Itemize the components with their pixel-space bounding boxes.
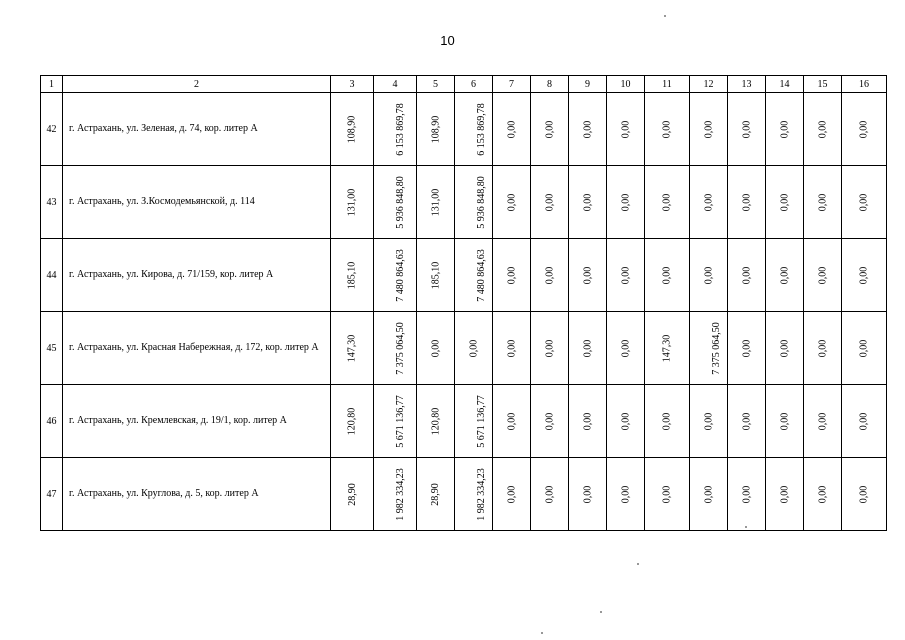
value-cell-col-5 xyxy=(417,458,455,531)
value-cell-col-11 xyxy=(645,385,690,458)
value-text: 0,00 xyxy=(703,120,714,138)
value-cell-col-8 xyxy=(531,385,569,458)
value-text: 0,00 xyxy=(741,485,752,503)
value-cell-col-16 xyxy=(842,312,887,385)
value-text: 0,00 xyxy=(620,485,631,503)
value-text: 0,00 xyxy=(779,266,790,284)
value-cell-col-9 xyxy=(569,93,607,166)
value-cell-col-3 xyxy=(331,239,374,312)
table-row xyxy=(41,93,887,166)
value-cell-col-13 xyxy=(728,166,766,239)
column-header-16: 16 xyxy=(842,76,887,93)
value-cell-col-4 xyxy=(374,312,417,385)
value-text: 0,00 xyxy=(779,339,790,357)
value-text: 5 671 136,77 xyxy=(394,394,406,448)
value-cell-col-4 xyxy=(374,385,417,458)
value-cell-col-6 xyxy=(455,166,493,239)
column-header-5: 5 xyxy=(417,76,455,93)
value-cell-col-11 xyxy=(645,312,690,385)
value-text: 0,00 xyxy=(858,120,870,138)
value-text: 0,00 xyxy=(817,193,828,211)
value-text: 0,00 xyxy=(506,485,517,503)
value-cell-col-8 xyxy=(531,166,569,239)
value-text: 0,00 xyxy=(661,120,673,138)
value-cell-col-4 xyxy=(374,458,417,531)
value-text: 0,00 xyxy=(544,120,555,138)
value-cell-col-11 xyxy=(645,239,690,312)
table-row xyxy=(41,458,887,531)
scan-speck xyxy=(664,15,666,17)
value-cell-col-10 xyxy=(607,312,645,385)
value-cell-col-15 xyxy=(804,239,842,312)
value-text: 0,00 xyxy=(506,412,517,430)
value-text: 0,00 xyxy=(620,412,631,430)
row-number: 45 xyxy=(41,312,63,385)
value-text: 7 375 064,50 xyxy=(710,321,722,375)
value-cell-col-6 xyxy=(455,239,493,312)
value-text: 0,00 xyxy=(703,485,714,503)
address-cell: г. Астрахань, ул. Кирова, д. 71/159, кор. литер А xyxy=(63,239,331,312)
table-row xyxy=(41,166,887,239)
address-cell: г. Астрахань, ул. З.Космодемьянской, д. 114 xyxy=(63,166,331,239)
value-cell-col-7 xyxy=(493,458,531,531)
row-number: 43 xyxy=(41,166,63,239)
value-text: 120,80 xyxy=(430,407,441,435)
value-cell-col-9 xyxy=(569,385,607,458)
value-cell-col-15 xyxy=(804,385,842,458)
value-cell-col-5 xyxy=(417,312,455,385)
value-text: 147,30 xyxy=(661,334,673,362)
scan-speck xyxy=(541,632,543,634)
value-text: 6 153 869,78 xyxy=(394,102,406,156)
table-row xyxy=(41,385,887,458)
value-cell-col-11 xyxy=(645,458,690,531)
value-cell-col-16 xyxy=(842,93,887,166)
value-text: 0,00 xyxy=(582,485,593,503)
value-text: 7 375 064,50 xyxy=(394,321,406,375)
value-text: 28,90 xyxy=(430,482,441,506)
value-text: 0,00 xyxy=(430,339,441,357)
value-cell-col-9 xyxy=(569,312,607,385)
value-text: 0,00 xyxy=(661,266,673,284)
value-text: 0,00 xyxy=(858,193,870,211)
value-cell-col-15 xyxy=(804,458,842,531)
value-text: 1 982 334,23 xyxy=(475,467,487,521)
value-text: 0,00 xyxy=(506,193,517,211)
value-cell-col-8 xyxy=(531,458,569,531)
column-header-14: 14 xyxy=(766,76,804,93)
column-header-1: 1 xyxy=(41,76,63,93)
row-number: 42 xyxy=(41,93,63,166)
value-text: 7 480 864,63 xyxy=(394,248,406,302)
value-text: 1 982 334,23 xyxy=(394,467,406,521)
value-text: 0,00 xyxy=(703,266,714,284)
row-number: 47 xyxy=(41,458,63,531)
value-text: 0,00 xyxy=(817,266,828,284)
value-cell-col-15 xyxy=(804,312,842,385)
value-cell-col-6 xyxy=(455,93,493,166)
value-cell-col-14 xyxy=(766,385,804,458)
column-header-9: 9 xyxy=(569,76,607,93)
value-cell-col-8 xyxy=(531,312,569,385)
value-text: 28,90 xyxy=(346,482,358,506)
value-cell-col-7 xyxy=(493,93,531,166)
value-text: 108,90 xyxy=(346,115,358,143)
value-cell-col-6 xyxy=(455,312,493,385)
address-cell: г. Астрахань, ул. Красная Набережная, д. 172, кор. литер А xyxy=(63,312,331,385)
row-number: 46 xyxy=(41,385,63,458)
value-cell-col-14 xyxy=(766,312,804,385)
scan-speck xyxy=(600,611,602,613)
value-cell-col-3 xyxy=(331,93,374,166)
value-text: 0,00 xyxy=(544,485,555,503)
value-cell-col-12 xyxy=(690,312,728,385)
value-text: 131,00 xyxy=(430,188,441,216)
value-cell-col-7 xyxy=(493,239,531,312)
scan-speck xyxy=(745,526,747,528)
value-text: 0,00 xyxy=(741,266,752,284)
value-cell-col-10 xyxy=(607,239,645,312)
column-header-11: 11 xyxy=(645,76,690,93)
value-text: 0,00 xyxy=(741,339,752,357)
value-text: 5 936 848,80 xyxy=(475,175,487,229)
value-cell-col-10 xyxy=(607,458,645,531)
value-cell-col-13 xyxy=(728,458,766,531)
value-cell-col-16 xyxy=(842,385,887,458)
value-cell-col-14 xyxy=(766,93,804,166)
column-header-12: 12 xyxy=(690,76,728,93)
data-table xyxy=(40,75,887,531)
value-cell-col-14 xyxy=(766,458,804,531)
value-cell-col-9 xyxy=(569,239,607,312)
address-cell: г. Астрахань, ул. Круглова, д. 5, кор. литер А xyxy=(63,458,331,531)
value-text: 0,00 xyxy=(544,266,555,284)
value-text: 0,00 xyxy=(779,485,790,503)
page-number: 10 xyxy=(440,33,455,48)
value-text: 120,80 xyxy=(346,407,358,435)
value-text: 0,00 xyxy=(506,339,517,357)
value-text: 0,00 xyxy=(620,193,631,211)
value-cell-col-12 xyxy=(690,239,728,312)
value-text: 0,00 xyxy=(506,120,517,138)
value-text: 0,00 xyxy=(468,339,479,357)
value-cell-col-13 xyxy=(728,385,766,458)
value-cell-col-4 xyxy=(374,239,417,312)
value-cell-col-12 xyxy=(690,458,728,531)
value-text: 0,00 xyxy=(817,120,828,138)
header-row xyxy=(41,76,887,93)
value-cell-col-13 xyxy=(728,93,766,166)
value-text: 0,00 xyxy=(858,485,870,503)
value-cell-col-3 xyxy=(331,312,374,385)
value-text: 0,00 xyxy=(741,193,752,211)
value-text: 6 153 869,78 xyxy=(475,102,487,156)
value-cell-col-3 xyxy=(331,458,374,531)
table-row xyxy=(41,239,887,312)
value-text: 0,00 xyxy=(779,193,790,211)
value-text: 0,00 xyxy=(858,266,870,284)
value-text: 0,00 xyxy=(779,120,790,138)
value-cell-col-16 xyxy=(842,166,887,239)
value-text: 0,00 xyxy=(582,339,593,357)
value-text: 0,00 xyxy=(582,193,593,211)
value-cell-col-12 xyxy=(690,93,728,166)
value-text: 5 671 136,77 xyxy=(475,394,487,448)
value-cell-col-11 xyxy=(645,93,690,166)
column-header-3: 3 xyxy=(331,76,374,93)
value-cell-col-9 xyxy=(569,166,607,239)
value-cell-col-10 xyxy=(607,93,645,166)
value-cell-col-8 xyxy=(531,239,569,312)
value-cell-col-12 xyxy=(690,166,728,239)
value-cell-col-7 xyxy=(493,385,531,458)
value-text: 0,00 xyxy=(661,193,673,211)
value-text: 108,90 xyxy=(430,115,441,143)
value-text: 0,00 xyxy=(582,266,593,284)
value-cell-col-3 xyxy=(331,166,374,239)
value-cell-col-8 xyxy=(531,93,569,166)
value-text: 0,00 xyxy=(817,339,828,357)
value-text: 0,00 xyxy=(817,412,828,430)
value-text: 5 936 848,80 xyxy=(394,175,406,229)
value-text: 0,00 xyxy=(544,339,555,357)
value-cell-col-5 xyxy=(417,93,455,166)
value-cell-col-16 xyxy=(842,458,887,531)
column-header-4: 4 xyxy=(374,76,417,93)
value-text: 0,00 xyxy=(741,120,752,138)
value-text: 0,00 xyxy=(544,412,555,430)
value-cell-col-7 xyxy=(493,166,531,239)
value-text: 147,30 xyxy=(346,334,358,362)
column-header-7: 7 xyxy=(493,76,531,93)
value-text: 131,00 xyxy=(346,188,358,216)
value-cell-col-10 xyxy=(607,385,645,458)
value-cell-col-5 xyxy=(417,166,455,239)
scan-speck xyxy=(637,563,639,565)
column-header-13: 13 xyxy=(728,76,766,93)
column-header-10: 10 xyxy=(607,76,645,93)
value-text: 0,00 xyxy=(582,120,593,138)
value-text: 185,10 xyxy=(430,261,441,289)
value-text: 0,00 xyxy=(620,339,631,357)
value-text: 0,00 xyxy=(661,412,673,430)
column-header-8: 8 xyxy=(531,76,569,93)
address-cell: г. Астрахань, ул. Кремлевская, д. 19/1, кор. литер А xyxy=(63,385,331,458)
value-cell-col-3 xyxy=(331,385,374,458)
value-text: 0,00 xyxy=(858,412,870,430)
value-cell-col-13 xyxy=(728,312,766,385)
value-text: 0,00 xyxy=(703,193,714,211)
value-cell-col-4 xyxy=(374,93,417,166)
value-cell-col-10 xyxy=(607,166,645,239)
value-cell-col-7 xyxy=(493,312,531,385)
value-text: 0,00 xyxy=(779,412,790,430)
row-number: 44 xyxy=(41,239,63,312)
column-header-6: 6 xyxy=(455,76,493,93)
value-cell-col-6 xyxy=(455,458,493,531)
value-text: 0,00 xyxy=(620,120,631,138)
value-cell-col-15 xyxy=(804,166,842,239)
value-cell-col-11 xyxy=(645,166,690,239)
value-cell-col-16 xyxy=(842,239,887,312)
value-cell-col-4 xyxy=(374,166,417,239)
value-cell-col-5 xyxy=(417,239,455,312)
value-cell-col-14 xyxy=(766,239,804,312)
value-text: 0,00 xyxy=(661,485,673,503)
value-text: 0,00 xyxy=(741,412,752,430)
value-cell-col-15 xyxy=(804,93,842,166)
value-text: 7 480 864,63 xyxy=(475,248,487,302)
value-text: 0,00 xyxy=(817,485,828,503)
table-row xyxy=(41,312,887,385)
value-cell-col-5 xyxy=(417,385,455,458)
address-cell: г. Астрахань, ул. Зеленая, д. 74, кор. литер А xyxy=(63,93,331,166)
value-cell-col-9 xyxy=(569,458,607,531)
value-cell-col-13 xyxy=(728,239,766,312)
value-cell-col-6 xyxy=(455,385,493,458)
value-text: 0,00 xyxy=(620,266,631,284)
value-text: 0,00 xyxy=(703,412,714,430)
value-text: 0,00 xyxy=(506,266,517,284)
value-text: 0,00 xyxy=(858,339,870,357)
column-header-15: 15 xyxy=(804,76,842,93)
value-cell-col-14 xyxy=(766,166,804,239)
value-text: 0,00 xyxy=(544,193,555,211)
value-cell-col-12 xyxy=(690,385,728,458)
value-text: 185,10 xyxy=(346,261,358,289)
column-header-2: 2 xyxy=(63,76,331,93)
value-text: 0,00 xyxy=(582,412,593,430)
